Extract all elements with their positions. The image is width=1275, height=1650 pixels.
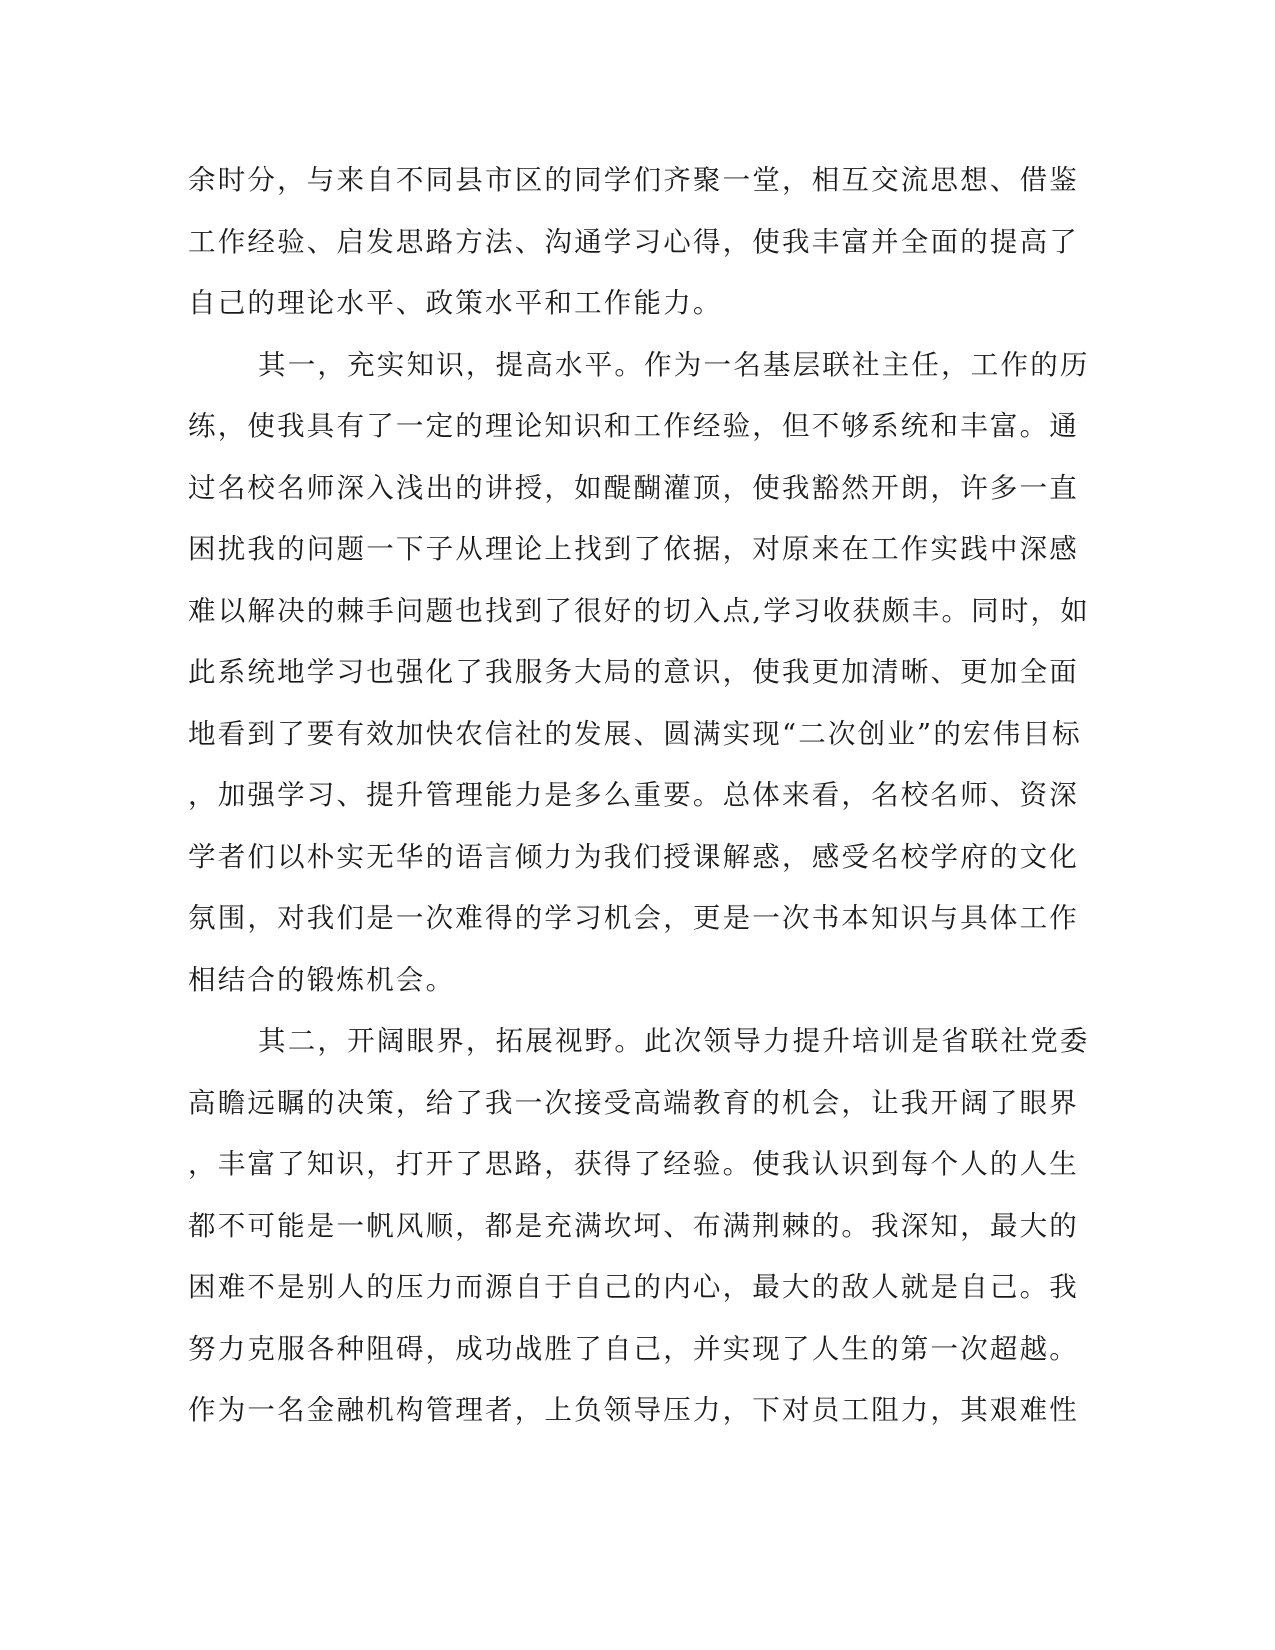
text-line: 困难不是别人的压力而源自于自己的内心，最大的敌人就是自己。我 — [188, 1271, 1079, 1303]
text-line: 学者们以朴实无华的语言倾力为我们授课解惑，感受名校学府的文化 — [188, 840, 1079, 873]
body-text — [188, 160, 1090, 1452]
text-line: 高瞻远瞩的决策，给了我一次接受高端教育的机会，让我开阔了眼界 — [188, 1086, 1079, 1119]
text-line: 努力克服各种阻碍，成功战胜了自己，并实现了人生的第一次超越。 — [188, 1332, 1079, 1365]
paragraph-start-line: 其一，充实知识，提高水平。作为一名基层联社主任，工作的历 — [258, 348, 1090, 381]
text-line: 余时分，与来自不同县市区的同学们齐聚一堂，相互交流思想、借鉴 — [188, 164, 1079, 196]
text-line: ，丰富了知识，打开了思路，获得了经验。使我认识到每个人的人生 — [188, 1148, 1079, 1180]
text-line: 过名校名师深入浅出的讲授，如醍醐灌顶，使我豁然开朗，许多一直 — [188, 471, 1079, 504]
text-line: 氛围，对我们是一次难得的学习机会，更是一次书本知识与具体工作 — [188, 902, 1079, 934]
text-line: 难以解决的棘手问题也找到了很好的切入点,学习收获颇丰。同时，如 — [188, 594, 1090, 627]
text-line: 困扰我的问题一下子从理论上找到了依据，对原来在工作实践中深感 — [188, 533, 1079, 565]
text-line: ，加强学习、提升管理能力是多么重要。总体来看，名校名师、资深 — [188, 779, 1079, 811]
text-line: 工作经验、启发思路方法、沟通学习心得，使我丰富并全面的提高了 — [188, 225, 1079, 258]
text-line: 相结合的锻炼机会。 — [188, 963, 456, 996]
text-line: 地看到了要有效加快农信社的发展、圆满实现“二次创业”的宏伟目标 — [188, 717, 1082, 750]
text-line: 练，使我具有了一定的理论知识和工作经验，但不够系统和丰富。通 — [188, 410, 1079, 442]
text-line: 作为一名金融机构管理者，上负领导压力，下对员工阻力，其艰难性 — [188, 1394, 1079, 1426]
text-line: 自己的理论水平、政策水平和工作能力。 — [188, 287, 723, 319]
text-line: 此系统地学习也强化了我服务大局的意识，使我更加清晰、更加全面 — [188, 656, 1079, 688]
text-line: 都不可能是一帆风顺，都是充满坎坷、布满荆棘的。我深知，最大的 — [188, 1209, 1079, 1242]
paragraph-start-line: 其二，开阔眼界，拓展视野。此次领导力提升培训是省联社党委 — [258, 1025, 1090, 1057]
